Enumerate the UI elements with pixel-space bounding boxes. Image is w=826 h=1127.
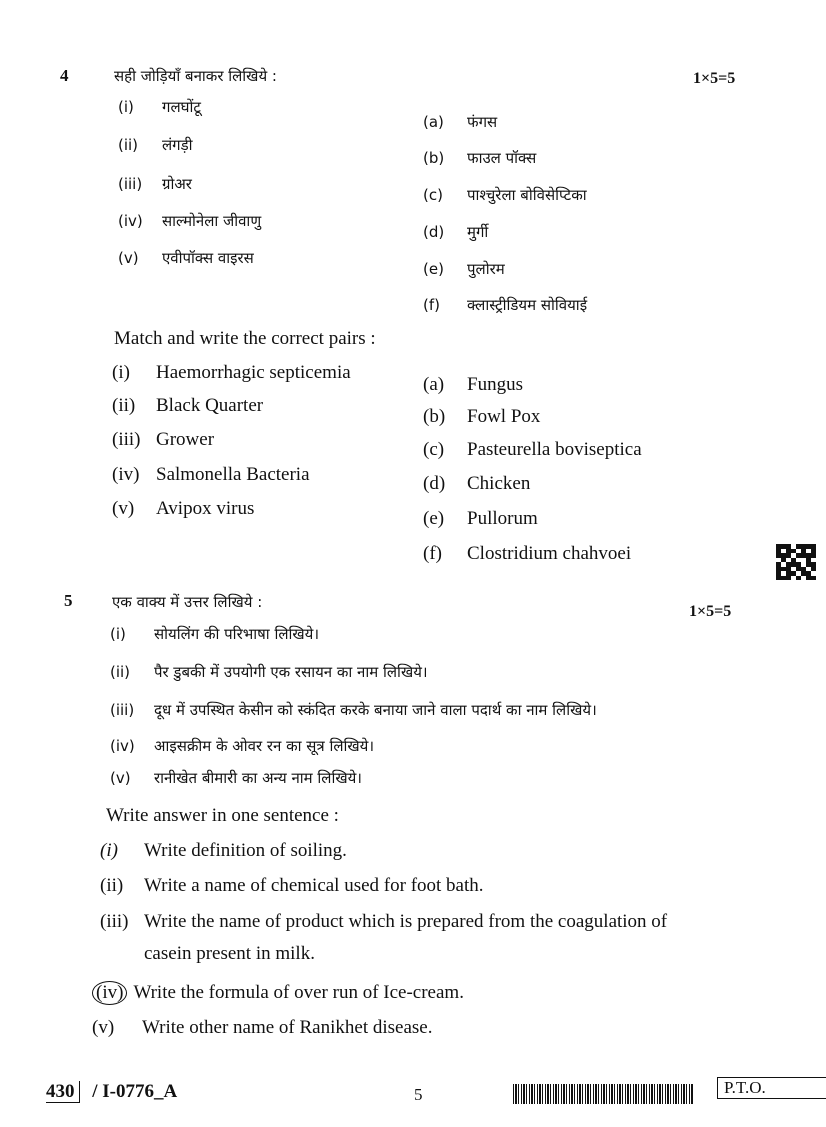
q4-en-right-item: (c) Pasteurella boviseptica bbox=[423, 439, 642, 460]
q4-en-right-item: (b) Fowl Pox bbox=[423, 406, 541, 427]
footer-page-number: 5 bbox=[414, 1085, 423, 1104]
q5-en-item: (i) Write definition of soiling. bbox=[100, 840, 347, 861]
q4-en-left-item: (v) Avipox virus bbox=[112, 498, 255, 519]
q4-en-left-item: (i) Haemorrhagic septicemia bbox=[112, 362, 351, 383]
footer-paper-code: / I-0776_A bbox=[92, 1081, 178, 1102]
barcode-icon bbox=[513, 1084, 693, 1104]
q5-hi-item: (iv) आइसक्रीम के ओवर रन का सूत्र लिखिये। bbox=[110, 737, 375, 755]
q4-en-left-item: (ii) Black Quarter bbox=[112, 395, 264, 416]
q5-en-item-continuation: casein present in milk. bbox=[144, 943, 315, 964]
q4-hi-right-item: (e) पुलोरम bbox=[423, 260, 505, 278]
pto-label: P.T.O. bbox=[717, 1077, 826, 1099]
q5-hi-item: (v) रानीखेत बीमारी का अन्य नाम लिखिये। bbox=[110, 769, 362, 787]
footer-code-block bbox=[46, 1081, 177, 1103]
question-4-marks: 1×5=5 bbox=[693, 70, 736, 87]
question-4-hindi-instruction: सही जोड़ियाँ बनाकर लिखिये : bbox=[114, 67, 277, 85]
q4-hi-left-item: (iv) साल्मोनेला जीवाणु bbox=[118, 212, 262, 230]
question-5-english-instruction: Write answer in one sentence : bbox=[106, 805, 339, 826]
q5-hi-item: (iii) दूध में उपस्थित केसीन को स्कंदित करके बनाया जाने वाला पदार्थ का नाम लिखिये। bbox=[110, 701, 597, 719]
q4-hi-right-item: (f) क्लास्ट्रीडियम सोवियाई bbox=[423, 296, 588, 314]
q4-hi-right-item: (d) मुर्गी bbox=[423, 223, 489, 241]
q4-hi-right-item: (b) फाउल पॉक्स bbox=[423, 149, 537, 167]
q4-en-right-item: (f) Clostridium chahvoei bbox=[423, 543, 632, 564]
q5-en-item: (v) Write other name of Ranikhet disease. bbox=[92, 1017, 433, 1038]
footer-code: 430 bbox=[46, 1081, 80, 1103]
q5-hi-item: (i) सोयलिंग की परिभाषा लिखिये। bbox=[110, 625, 320, 643]
q4-en-left-item: (iii) Grower bbox=[112, 429, 215, 450]
question-4-number: 4 bbox=[60, 66, 69, 85]
question-5-marks: 1×5=5 bbox=[689, 603, 732, 620]
q4-hi-right-item: (c) पाश्चुरेला बोविसेप्टिका bbox=[423, 186, 587, 204]
question-5-number: 5 bbox=[64, 591, 73, 610]
q4-hi-left-item: (iii) ग्रोअर bbox=[118, 175, 192, 193]
question-4-english-instruction: Match and write the correct pairs : bbox=[114, 328, 376, 349]
q4-hi-left-item: (ii) लंगड़ी bbox=[118, 136, 193, 154]
q4-hi-right-item: (a) फंगस bbox=[423, 113, 498, 131]
question-5-hindi-instruction: एक वाक्य में उत्तर लिखिये : bbox=[112, 593, 263, 611]
q5-en-item: (iii) Write the name of product which is prepared from the coagulation of bbox=[100, 911, 668, 932]
qr-code-icon bbox=[776, 544, 816, 580]
q5-en-item: (ii) Write a name of chemical used for foot bath. bbox=[100, 875, 484, 896]
q5-hi-item: (ii) पैर डुबकी में उपयोगी एक रसायन का नाम लिखिये। bbox=[110, 663, 428, 681]
q4-hi-left-item: (i) गलघोंटू bbox=[118, 98, 201, 116]
q4-hi-left-item: (v) एवीपॉक्स वाइरस bbox=[118, 249, 254, 267]
q4-en-right-item: (e) Pullorum bbox=[423, 508, 538, 529]
q4-en-right-item: (d) Chicken bbox=[423, 473, 531, 494]
q4-en-right-item: (a) Fungus bbox=[423, 374, 523, 395]
q4-en-left-item: (iv) Salmonella Bacteria bbox=[112, 464, 310, 485]
q5-en-item: (iv) Write the formula of over run of Ice-cream. bbox=[92, 981, 464, 1005]
